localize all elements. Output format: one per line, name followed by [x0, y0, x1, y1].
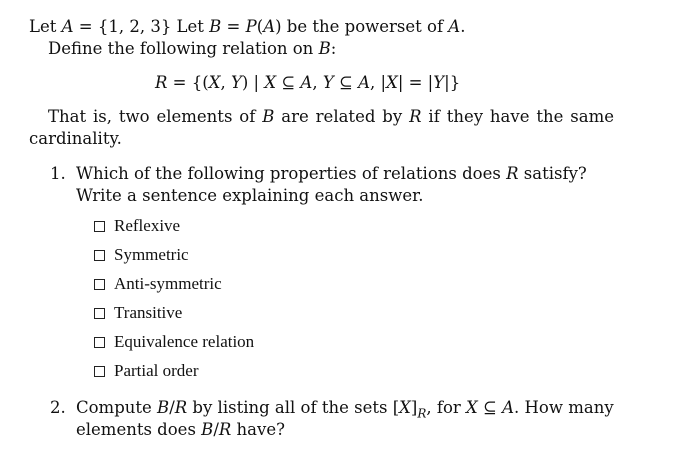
question-2-number: 2.	[50, 398, 66, 417]
option-label: Equivalence relation	[114, 332, 255, 351]
option-partial-order[interactable]	[94, 360, 199, 382]
option-symmetric[interactable]	[94, 244, 189, 266]
question-1-line-2: Write a sentence explaining each answer.	[76, 186, 424, 205]
checkbox[interactable]	[94, 337, 105, 348]
checkbox[interactable]	[94, 279, 105, 290]
question-1-number: 1.	[50, 164, 66, 183]
intro-line-2: Define the following relation on B:	[48, 39, 337, 58]
explanation-line-2: cardinality.	[29, 129, 122, 148]
option-transitive[interactable]	[94, 302, 182, 324]
explanation-line-1: That is, two elements of B are related by R if they have the same	[48, 107, 615, 126]
checkbox[interactable]	[94, 250, 105, 261]
question-2-line-2: elements does B/R have?	[76, 420, 285, 439]
option-label: Anti-symmetric	[114, 274, 222, 293]
option-reflexive[interactable]	[94, 215, 180, 237]
option-label: Transitive	[114, 303, 183, 322]
question-2-line-1: Compute B/R by listing all of the sets $[X]_R$, for X ⊆ A. How many	[76, 398, 614, 421]
checkbox[interactable]	[94, 308, 105, 319]
option-label: Partial order	[114, 361, 199, 380]
option-anti-symmetric[interactable]	[94, 273, 222, 295]
relation-definition: R = {(X, Y) | X ⊆ A, Y ⊆ A, |X| = |Y|}	[155, 73, 461, 92]
option-label: Reflexive	[114, 216, 181, 235]
option-equivalence-relation[interactable]	[94, 331, 254, 353]
checkbox[interactable]	[94, 366, 105, 377]
intro-line-1: Let A = {1, 2, 3} Let B = P(A) be the powerset of A.	[29, 17, 466, 36]
question-1-line-1: Which of the following properties of relations does R satisfy?	[76, 164, 587, 183]
option-label: Symmetric	[114, 245, 189, 264]
checkbox[interactable]	[94, 221, 105, 232]
